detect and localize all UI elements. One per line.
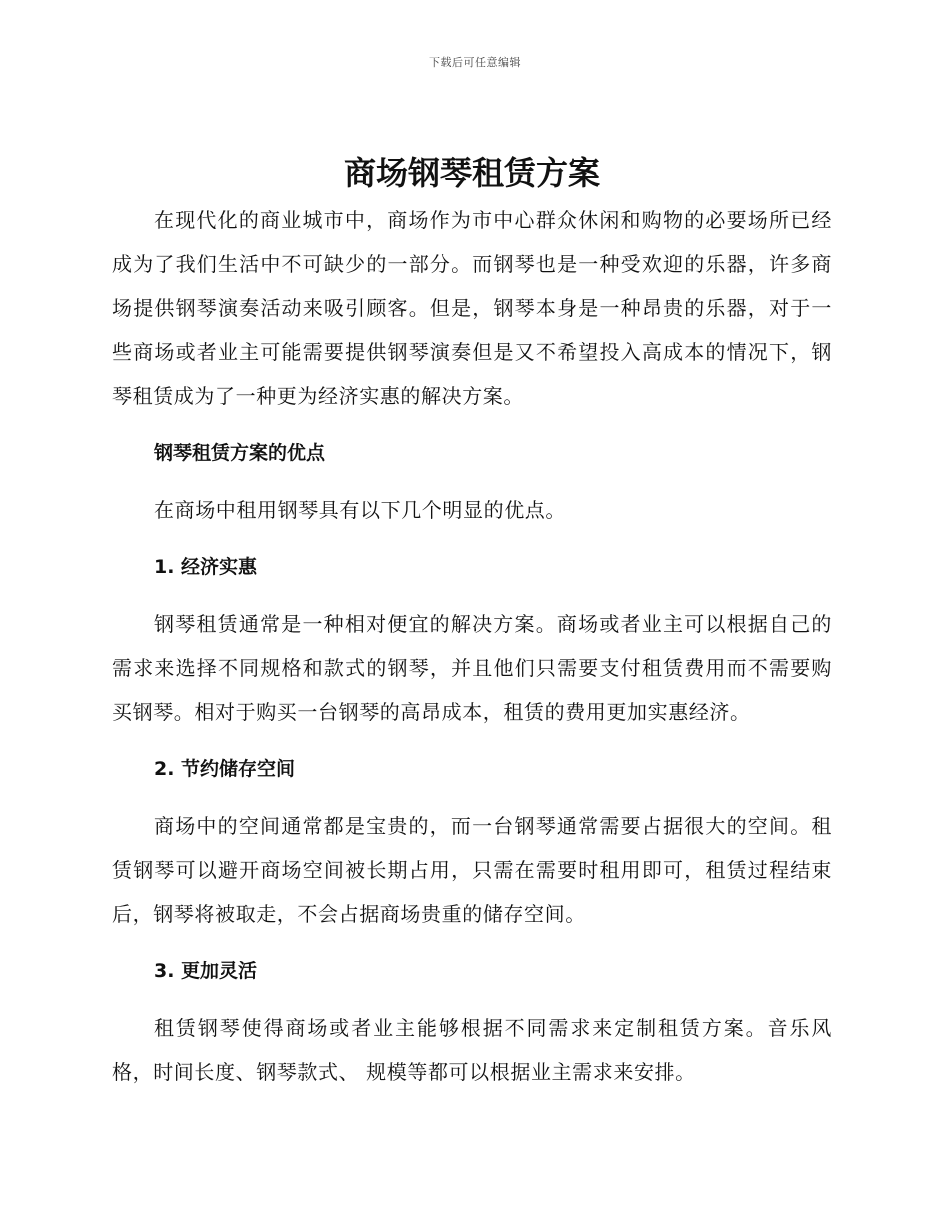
section-intro-paragraph: 在商场中租用钢琴具有以下几个明显的优点。 — [154, 498, 566, 522]
point-body: 租赁钢琴使得商场或者业主能够根据不同需求来定制租赁方案。音乐风格，时间长度、钢琴款式、 规模等都可以根据业主需求来安排。 — [112, 1016, 832, 1084]
point-heading: 3. 更加灵活 — [154, 960, 258, 982]
document-body — [112, 148, 832, 1094]
point-heading: 2. 节约储存空间 — [154, 758, 296, 780]
point-body: 钢琴租赁通常是一种相对便宜的解决方案。商场或者业主可以根据自己的需求来选择不同规格和款式的钢琴，并且他们只需要支付租赁费用而不需要购买钢琴。相对于购买一台钢琴的高昂成本，租赁的费用更加实惠经济。 — [112, 612, 832, 724]
section-heading: 钢琴租赁方案的优点 — [154, 442, 326, 464]
header-note: 下载后可任意编辑 — [429, 56, 521, 69]
document-title: 商场钢琴租赁方案 — [343, 154, 600, 192]
point-heading: 1. 经济实惠 — [154, 556, 258, 578]
intro-paragraph: 在现代化的商业城市中，商场作为市中心群众休闲和购物的必要场所已经成为了我们生活中不可缺少的一部分。而钢琴也是一种受欢迎的乐器，许多商场提供钢琴演奏活动来吸引顾客。但是，钢琴本身是一种昂贵的乐器，对于一些商场或者业主可能需要提供钢琴演奏但是又不希望投入高成本的情况下，钢琴租赁成为了一种更为经济实惠的解决方案。 — [112, 208, 832, 408]
point-body: 商场中的空间通常都是宝贵的，而一台钢琴通常需要占据很大的空间。租赁钢琴可以避开商场空间被长期占用，只需在需要时租用即可，租赁过程结束后，钢琴将被取走，不会占据商场贵重的储存空间。 — [112, 814, 832, 926]
